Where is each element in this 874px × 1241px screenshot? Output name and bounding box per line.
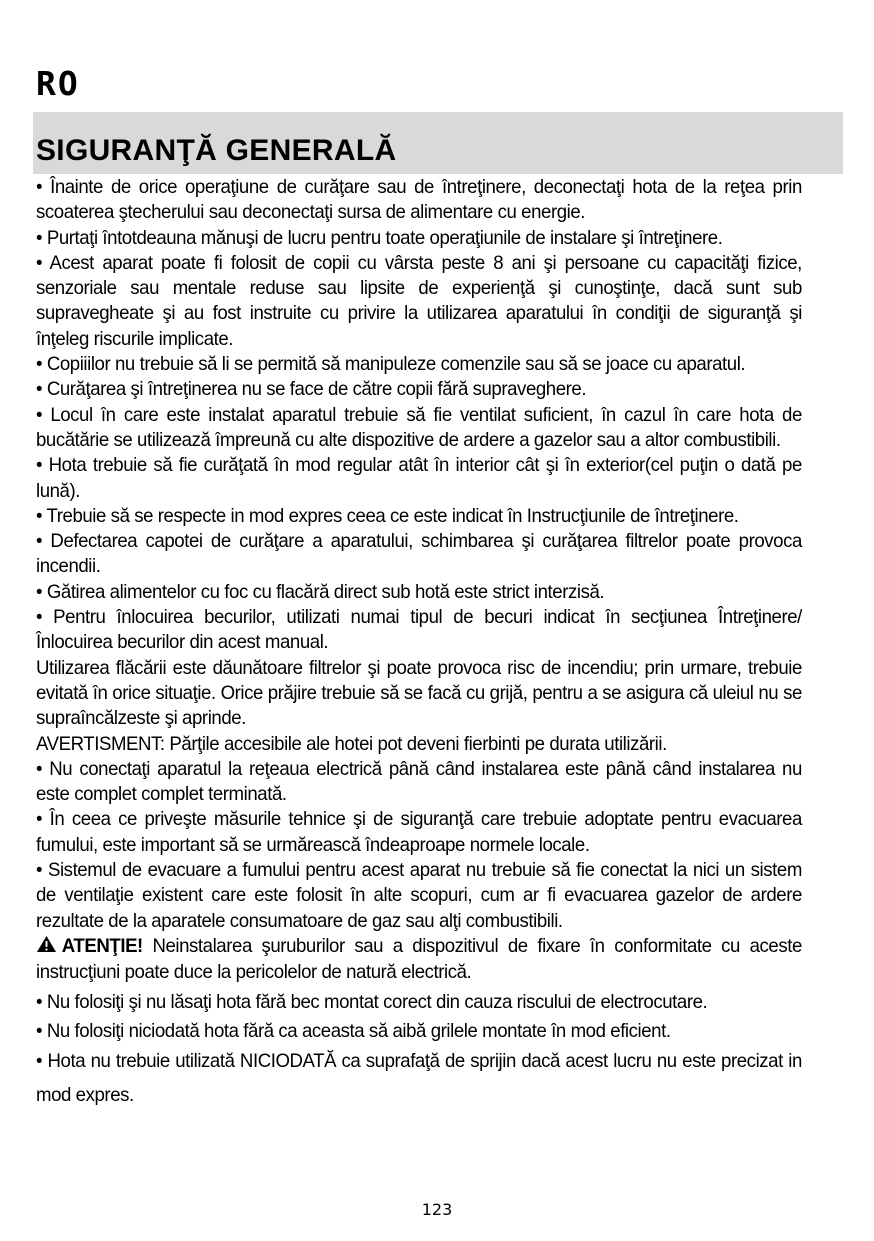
paragraph: • Hota trebuie să fie curăţată în mod regular atât în interior cât şi în exterior(cel puţin o dată pe lună). [36,454,802,502]
paragraph: AVERTISMENT: Părţile accesibile ale hotei pot deveni fierbinti pe durata utilizării. [36,732,667,755]
paragraph: • Nu folosiţi şi nu lăsaţi hota fără bec montat corect din cauza riscului de electrocutare. [36,990,708,1013]
warning-paragraph [36,934,802,986]
warning-text: Neinstalarea şuruburilor sau a dispozitivul de fixare în conformitate cu aceste instrucţiuni poate duce la pericolelor de natură electrică. [36,934,802,984]
paragraph: • Defectarea capotei de curăţare a aparatului, schimbarea şi curăţarea filtrelor poate provoca incendii. [36,530,802,578]
warning-label: ATENŢIE! [61,934,143,957]
section-title: SIGURANŢĂ GENERALĂ [36,134,397,167]
paragraph: • În ceea ce priveşte măsurile tehnice şi de siguranţă care trebuie adoptate pentru evacuarea fumului, este important să se urmărească îndeaproape normele locale. [36,808,802,856]
body-text [36,175,802,1112]
paragraph: • Pentru înlocuirea becurilor, utilizati numai tipul de becuri indicat în secţiunea Întreţinere/Înlocuirea becurilor din acest manual. [36,606,802,654]
paragraph: • Hota nu trebuie utilizată NICIODATĂ ca suprafaţă de sprijin dacă acest lucru nu este precizat in mod expres. [36,1049,802,1106]
paragraph: • Purtaţi întotdeauna mănuşi de lucru pentru toate operaţiunile de instalare şi întreţinere. [36,226,723,249]
paragraph: • Copiiilor nu trebuie să li se permită să manipuleze comenzile sau să se joace cu aparatul. [36,353,746,376]
paragraph: • Sistemul de evacuare a fumului pentru acest aparat nu trebuie să fie conectat la nici un sistem de ventilaţie existent care este folosit în alte scopuri, cum ar fi evacuarea gazelor de ardere rezultate de la aparatele consumatoare de gaz sau alţi combustibili. [36,859,802,932]
paragraph: • Trebuie să se respecte in mod expres ceea ce este indicat în Instrucţiunile de întreţinere. [36,504,739,527]
paragraph: • Gătirea alimentelor cu foc cu flacără direct sub hotă este strict interzisă. [36,580,605,603]
paragraph: • Nu conectaţi aparatul la reţeaua electrică până când instalarea este până când instalarea nu este complet complet terminată. [36,757,802,806]
paragraph: • Acest aparat poate fi folosit de copii cu vârsta peste 8 ani şi persoane cu capacităţi fizice, senzoriale sau mentale reduse sau lipsite de experienţă şi cunoştinţe, dacă sunt sub supravegheate şi au fost instruite cu privire la utilizarea aparatului în condiţii de siguranţă şi înţeleg riscurile implicate. [36,251,802,350]
paragraph: • Locul în care este instalat aparatul trebuie să fie ventilat suficient, în cazul în care hota de bucătărie se utilizează împreună cu alte dispozitive de ardere a gazelor sau a altor combustibili. [36,403,802,451]
warning-triangle-icon [36,935,57,960]
paragraph: • Curăţarea şi întreţinerea nu se face de către copii fără supraveghere. [36,378,587,401]
paragraph: • Înainte de orice operaţiune de curăţare sau de întreţinere, deconectaţi hota de la reţea prin scoaterea ştecherului sau deconectaţi sursa de alimentare cu energie. [36,176,802,224]
paragraph: • Nu folosiţi niciodată hota fără ca aceasta să aibă grilele montate în mod eficient. [36,1019,671,1042]
paragraph: Utilizarea flăcării este dăunătoare filtrelor şi poate provoca risc de incendiu; prin urmare, trebuie evitată în orice situaţie. Orice prăjire trebuie să se facă cu grijă, pentru a se asigura că uleiul nu se supraîncălzeste şi aprinde. [36,656,802,730]
language-code: RO [36,64,80,103]
page-number: 123 [421,1200,453,1219]
